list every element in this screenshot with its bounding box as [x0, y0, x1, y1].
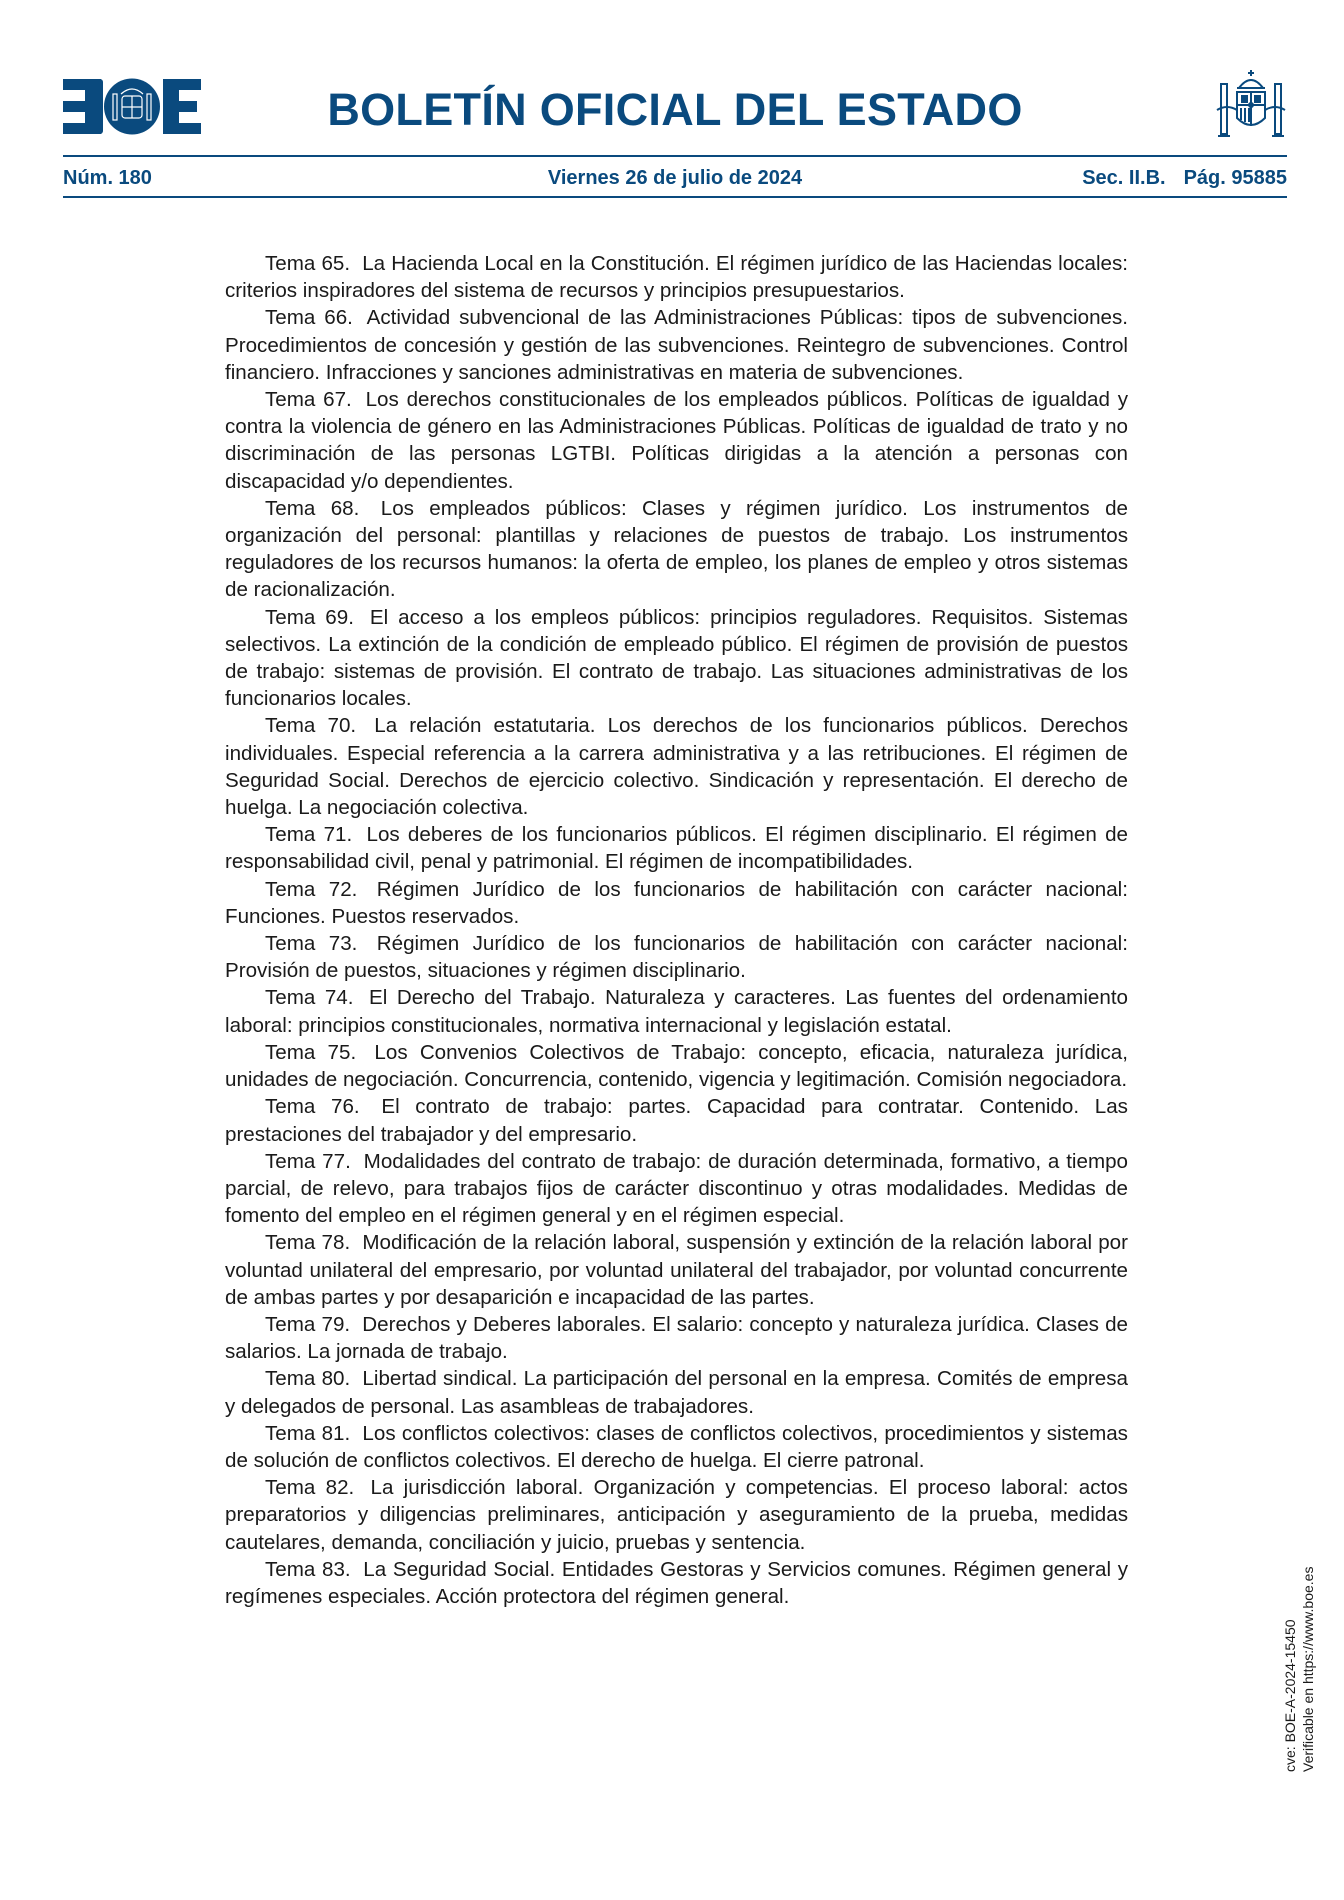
tema-text: Actividad subvencional de las Administraciones Públicas: tipos de subvenciones. Procedimientos de concesión y gestión de las subvenciones. Reintegro de subvenciones. Control financiero. Infracciones y sanciones administrativas en materia de subvenciones. [225, 306, 1128, 384]
tema-text: La Hacienda Local en la Constitución. El régimen jurídico de las Haciendas locales: criterios inspiradores del sistema de recursos y principios presupuestarios. [225, 252, 1128, 303]
verification-link[interactable]: Verificable en https://www.boe.es [1300, 1566, 1316, 1772]
tema-paragraph [225, 1556, 1128, 1610]
tema-number: Tema 80. [265, 1367, 351, 1391]
verification-note [1281, 1567, 1317, 1772]
tema-number: Tema 71. [265, 823, 353, 847]
tema-paragraph [225, 821, 1128, 875]
tema-text: Régimen Jurídico de los funcionarios de habilitación con carácter nacional: Funciones. Puestos reservados. [225, 877, 1128, 928]
header-rule-bottom [63, 196, 1287, 198]
tema-text: Los deberes de los funcionarios públicos. El régimen disciplinario. El régimen de responsabilidad civil, penal y patrimonial. El régimen de incompatibilidades. [225, 823, 1128, 874]
tema-paragraph [225, 1474, 1128, 1556]
tema-paragraph [225, 250, 1128, 304]
issue-date: Viernes 26 de julio de 2024 [547, 167, 803, 189]
tema-text: Modificación de la relación laboral, suspensión y extinción de la relación laboral por voluntad unilateral del empresario, por voluntad unilateral del trabajador, por voluntad concurrente de ambas partes y por desaparición e incapacidad de las partes. [225, 1231, 1128, 1309]
tema-paragraph [225, 876, 1128, 930]
tema-paragraph [225, 604, 1128, 713]
tema-number: Tema 76. [265, 1095, 360, 1119]
tema-number: Tema 73. [265, 932, 358, 956]
header-rule-top [63, 155, 1287, 157]
tema-number: Tema 75. [265, 1040, 357, 1064]
document-body [225, 250, 1128, 1610]
tema-number: Tema 78. [265, 1231, 351, 1255]
tema-paragraph [225, 1420, 1128, 1474]
tema-number: Tema 67. [265, 388, 352, 412]
tema-number: Tema 81. [265, 1421, 351, 1445]
tema-text: Régimen Jurídico de los funcionarios de habilitación con carácter nacional: Provisión de puestos, situaciones y régimen disciplinario. [225, 932, 1128, 983]
tema-number: Tema 72. [265, 877, 358, 901]
page-number: Pág. 95885 [1183, 167, 1287, 189]
page-header [63, 78, 1287, 138]
tema-text: La jurisdicción laboral. Organización y competencias. El proceso laboral: actos preparatorios y diligencias preliminares, anticipación y aseguramiento de la prueba, medidas cautelares, demanda, conciliación y juicio, pruebas y sentencia. [225, 1476, 1128, 1554]
tema-text: Los conflictos colectivos: clases de conflictos colectivos, procedimientos y sistemas de solución de conflictos colectivos. El derecho de huelga. El cierre patronal. [225, 1421, 1128, 1472]
tema-number: Tema 70. [265, 714, 357, 738]
tema-text: Modalidades del contrato de trabajo: de duración determinada, formativo, a tiempo parcial, de relevo, para trabajos fijos de carácter discontinuo y otras modalidades. Medidas de fomento del empleo en el régimen general y en el régimen especial. [225, 1149, 1129, 1228]
tema-paragraph [225, 495, 1128, 604]
header-meta [63, 165, 1287, 191]
cve-code: cve: BOE-A-2024-15450 [1282, 1619, 1298, 1772]
issue-number: Núm. 180 [63, 167, 152, 189]
section-label: Sec. II.B. [1082, 167, 1166, 189]
tema-paragraph [225, 386, 1128, 495]
coat-of-arms-icon [1215, 68, 1287, 142]
tema-paragraph [225, 1148, 1128, 1230]
tema-number: Tema 69. [265, 605, 354, 629]
tema-number: Tema 65. [265, 252, 351, 275]
tema-text: La Seguridad Social. Entidades Gestoras y Servicios comunes. Régimen general y regímenes especiales. Acción protectora del régimen general. [225, 1557, 1128, 1608]
tema-paragraph [225, 1039, 1128, 1093]
tema-number: Tema 77. [265, 1149, 351, 1173]
section-page [1082, 165, 1287, 191]
tema-number: Tema 68. [265, 496, 360, 520]
tema-number: Tema 79. [265, 1312, 351, 1336]
bulletin-title: BOLETÍN OFICIAL DEL ESTADO [327, 84, 1023, 135]
tema-text: La relación estatutaria. Los derechos de los funcionarios públicos. Derechos individuales. Especial referencia a la carrera administrativa y a las retribuciones. El régimen de Seguridad Social. Derechos de ejercicio colectivo. Sindicación y representación. El derecho de huelga. La negociación colectiva. [225, 714, 1128, 820]
tema-number: Tema 74. [265, 986, 354, 1010]
tema-paragraph [225, 1311, 1128, 1365]
tema-paragraph [225, 1365, 1128, 1419]
tema-paragraph [225, 930, 1128, 984]
tema-paragraph [225, 984, 1128, 1038]
tema-text: Los derechos constitucionales de los empleados públicos. Políticas de igualdad y contra la violencia de género en las Administraciones Públicas. Políticas de igualdad de trato y no discriminación de las personas LGTBI. Políticas dirigidas a la atención a personas con discapacidad y/o dependientes. [225, 388, 1129, 493]
tema-text: Los Convenios Colectivos de Trabajo: concepto, eficacia, naturaleza jurídica, unidades de negociación. Concurrencia, contenido, vigencia y legitimación. Comisión negociadora. [225, 1040, 1128, 1092]
tema-number: Tema 83. [265, 1557, 351, 1581]
tema-number: Tema 66. [265, 306, 353, 330]
tema-paragraph [225, 1093, 1128, 1147]
tema-text: El acceso a los empleos públicos: principios reguladores. Requisitos. Sistemas selectivos. La extinción de la condición de empleado público. El régimen de provisión de puestos de trabajo: sistemas de provisión. El contrato de trabajo. Las situaciones administrativas de los funcionarios locales. [225, 605, 1128, 711]
tema-paragraph [225, 712, 1128, 821]
tema-paragraph [225, 1229, 1128, 1311]
tema-text: Los empleados públicos: Clases y régimen jurídico. Los instrumentos de organización del personal: plantillas y relaciones de puestos de trabajo. Los instrumentos reguladores de los recursos humanos: la oferta de empleo, los planes de empleo y otros sistemas de racionalización. [225, 496, 1128, 602]
tema-text: Libertad sindical. La participación del personal en la empresa. Comités de empresa y delegados de personal. Las asambleas de trabajadores. [225, 1367, 1128, 1418]
tema-text: El Derecho del Trabajo. Naturaleza y caracteres. Las fuentes del ordenamiento laboral: principios constitucionales, normativa internacional y legislación estatal. [225, 986, 1128, 1037]
tema-text: Derechos y Deberes laborales. El salario: concepto y naturaleza jurídica. Clases de salarios. La jornada de trabajo. [225, 1312, 1128, 1364]
tema-text: El contrato de trabajo: partes. Capacidad para contratar. Contenido. Las prestaciones del trabajador y del empresario. [225, 1095, 1128, 1146]
tema-paragraph [225, 304, 1128, 386]
tema-number: Tema 82. [265, 1476, 355, 1500]
